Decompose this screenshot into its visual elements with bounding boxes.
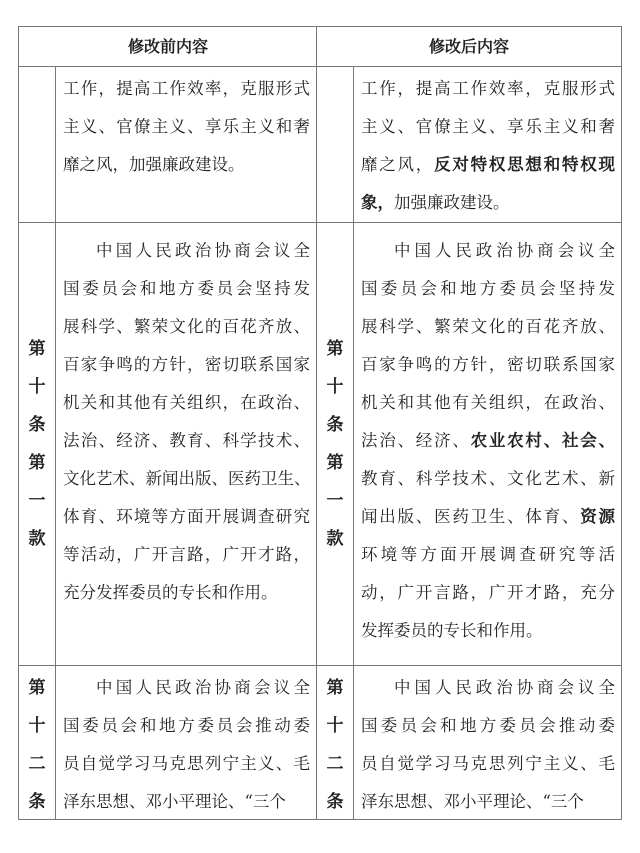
text: 发挥委员的专长和作用。 xyxy=(361,621,543,640)
text: 国委员会和地方委员会推动委 xyxy=(63,716,310,735)
text: 国委员会和地方委员会推动委 xyxy=(361,716,615,735)
text-line xyxy=(361,536,615,574)
clause-label-text: 第十二条 xyxy=(326,678,344,812)
text: 加强廉政建设。 xyxy=(394,193,510,212)
text-line xyxy=(63,783,310,821)
text-line xyxy=(63,422,310,460)
text-line xyxy=(361,70,615,108)
divider xyxy=(19,66,621,67)
added-text: 农业农村、社会、 xyxy=(470,431,615,450)
text-line xyxy=(63,146,310,184)
text-line xyxy=(63,270,310,308)
text-line xyxy=(361,184,615,222)
text: 靡之风， xyxy=(361,155,435,174)
text: 员自觉学习马克思列宁主义、毛 xyxy=(63,754,310,773)
cell-before xyxy=(63,669,310,821)
divider xyxy=(19,665,621,666)
text-line xyxy=(361,498,615,536)
text: 机关和其他有关组织，在政治、 xyxy=(63,393,310,412)
text-line xyxy=(63,574,310,612)
text: 百家争鸣的方针，密切联系国家 xyxy=(361,355,615,374)
text-line xyxy=(361,612,615,650)
text: 主义、官僚主义、享乐主义和奢 xyxy=(63,117,310,136)
text-line xyxy=(63,536,310,574)
text: 闻出版、医药卫生、体育、 xyxy=(361,507,581,526)
clause-label-text: 第十条第一款 xyxy=(326,339,344,549)
clause-label-before xyxy=(19,669,55,821)
text: 国委员会和地方委员会坚持发 xyxy=(361,279,615,298)
comparison-table xyxy=(18,26,622,820)
text-line xyxy=(63,232,310,270)
text-line xyxy=(361,308,615,346)
clause-label-text: 第十条第一款 xyxy=(28,339,46,549)
text-line xyxy=(63,384,310,422)
text-line xyxy=(63,745,310,783)
cell-after xyxy=(361,232,615,650)
text-line xyxy=(63,460,310,498)
text: 文化艺术、新闻出版、医药卫生、 xyxy=(63,469,310,488)
divider xyxy=(19,222,621,223)
text-line xyxy=(361,108,615,146)
clause-label-after xyxy=(317,669,353,821)
text-line xyxy=(361,422,615,460)
text: 等活动，广开言路，广开才路， xyxy=(63,545,310,564)
text-line xyxy=(63,707,310,745)
clause-label-text: 第十二条 xyxy=(28,678,46,812)
added-text: 反对特权思想和特权现 xyxy=(434,155,615,174)
text: 体育、环境等方面开展调查研究 xyxy=(63,507,310,526)
text-line xyxy=(361,460,615,498)
text-line xyxy=(361,384,615,422)
text-line xyxy=(361,146,615,184)
text: 中国人民政治协商会议全 xyxy=(394,678,615,697)
text: 充分发挥委员的专长和作用。 xyxy=(63,583,278,602)
text: 展科学、繁荣文化的百花齐放、 xyxy=(63,317,310,336)
text-line xyxy=(361,707,615,745)
header-before: 修改前内容 xyxy=(127,37,208,56)
divider xyxy=(353,67,354,819)
text: 法治、经济、 xyxy=(361,431,471,450)
text: 国委员会和地方委员会坚持发 xyxy=(63,279,310,298)
text: 环境等方面开展调查研究等活 xyxy=(361,545,615,564)
text-line xyxy=(361,745,615,783)
text: 展科学、繁荣文化的百花齐放、 xyxy=(361,317,615,336)
header-after: 修改后内容 xyxy=(428,37,509,56)
text: 中国人民政治协商会议全 xyxy=(394,241,615,260)
text-line xyxy=(361,270,615,308)
text: 中国人民政治协商会议全 xyxy=(96,678,310,697)
text: 泽东思想、邓小平理论、“三个 xyxy=(63,792,286,811)
cell-after xyxy=(361,70,615,222)
text: 工作，提高工作效率，克服形式 xyxy=(361,79,615,98)
text-line xyxy=(63,669,310,707)
text-line xyxy=(361,232,615,270)
added-text: 资源 xyxy=(580,507,615,526)
text-line xyxy=(361,669,615,707)
text-line xyxy=(63,108,310,146)
text: 动，广开言路，广开才路，充分 xyxy=(361,583,615,602)
text-line xyxy=(63,70,310,108)
text-line xyxy=(63,498,310,536)
text-line xyxy=(361,574,615,612)
cell-after xyxy=(361,669,615,821)
divider xyxy=(55,67,56,819)
text: 靡之风，加强廉政建设。 xyxy=(63,155,245,174)
cell-before xyxy=(63,232,310,612)
cell-before xyxy=(63,70,310,184)
clause-label-before xyxy=(19,330,55,558)
text: 教育、科学技术、文化艺术、新 xyxy=(361,469,615,488)
text-line xyxy=(361,346,615,384)
text: 百家争鸣的方针，密切联系国家 xyxy=(63,355,310,374)
text: 机关和其他有关组织，在政治、 xyxy=(361,393,615,412)
text: 主义、官僚主义、享乐主义和奢 xyxy=(361,117,615,136)
text-line xyxy=(63,346,310,384)
text: 法治、经济、教育、科学技术、 xyxy=(63,431,310,450)
added-text: 象， xyxy=(361,193,394,212)
text: 泽东思想、邓小平理论、“三个 xyxy=(361,792,584,811)
clause-label-after xyxy=(317,330,353,558)
text: 中国人民政治协商会议全 xyxy=(96,241,310,260)
text: 工作，提高工作效率，克服形式 xyxy=(63,79,310,98)
text-line xyxy=(63,308,310,346)
text: 员自觉学习马克思列宁主义、毛 xyxy=(361,754,615,773)
text-line xyxy=(361,783,615,821)
